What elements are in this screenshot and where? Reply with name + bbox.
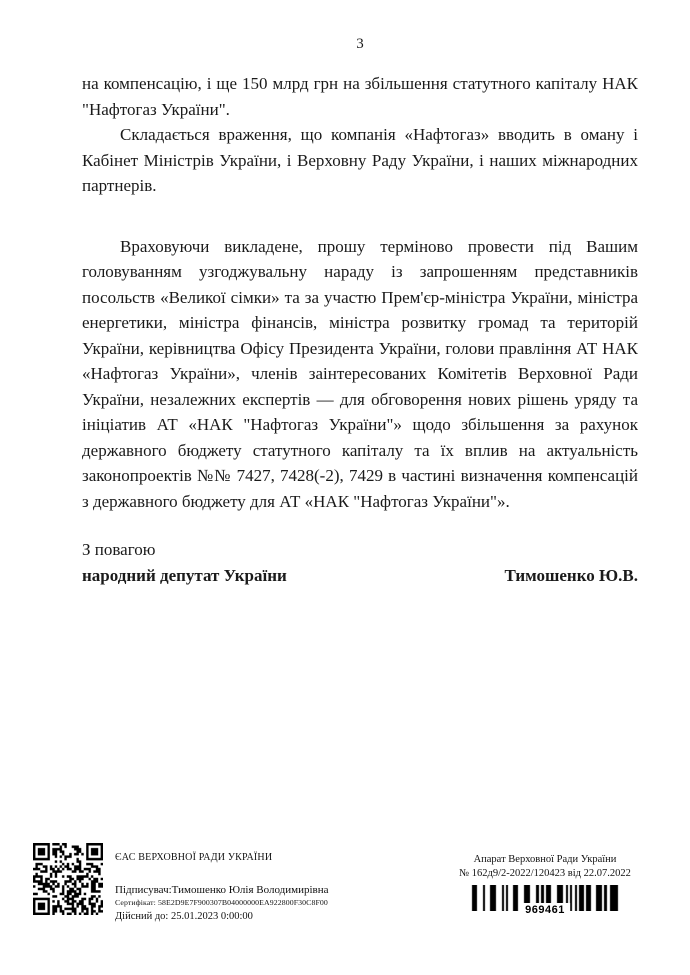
registration-number: № 162д9/2-2022/120423 від 22.07.2022	[459, 868, 631, 879]
page-number: 3	[356, 36, 364, 52]
qr-code	[33, 843, 103, 915]
body-paragraph: Складається враження, що компанія «Нафтогаз» вводить в оману і Кабінет Міністрів України, і Верховну Раду України, і наших міжнародних партнерів.	[82, 125, 638, 195]
signature-stamp	[115, 852, 375, 923]
barcode	[470, 885, 620, 916]
barcode-number: 969461	[520, 903, 570, 917]
document-body	[82, 71, 638, 588]
stamp-valid-until: Дійсний до: 25.01.2023 0:00:00	[115, 911, 253, 922]
closing-salutation: З повагою	[82, 540, 156, 559]
signer-name: Тимошенко Ю.В.	[504, 565, 638, 585]
body-paragraph: Враховуючи викладене, прошу терміново провести під Вашим головуванням узгоджувальну нараду із запрошенням представників посольств «Великої сімки» та за участю Прем'єр-міністра України, міністра енергетики, міністра фінансів, міністра розвитку громад та територій України, керівництва Офісу Президента України, голови правління АТ НАК «Нафтогаз України», членів заінтересованих Комітетів Верховної Ради України, незалежних експертів — для обговорення нових рішень уряду та ініціатив АТ «НАК "Нафтогаз України"» щодо збільшення за рахунок державного бюджету статутного капіталу та їх вплив на актуальність законопроектів №№ 7427, 7428(-2), 7429 в частині визначення компенсацій з державного бюджету для АТ «НАК "Нафтогаз України"».	[82, 236, 638, 511]
signature-row	[82, 563, 638, 589]
stamp-signer: Підписувач:Тимошенко Юлія Володимирівна	[115, 884, 329, 896]
registration-org: Апарат Верховної Ради України	[473, 854, 617, 865]
stamp-system-name: ЄАС ВЕРХОВНОЇ РАДИ УКРАЇНИ	[115, 852, 273, 863]
closing-block	[82, 537, 638, 588]
body-paragraph: на компенсацію, і ще 150 млрд грн на збільшення статутного капіталу НАК "Нафтогаз України".	[82, 74, 638, 119]
stamp-certificate: Сертифікат: 58E2D9E7F900307B04000000EA922800F30C8F00	[115, 898, 328, 907]
registration-block	[445, 853, 645, 916]
signer-title: народний депутат України	[82, 565, 287, 585]
